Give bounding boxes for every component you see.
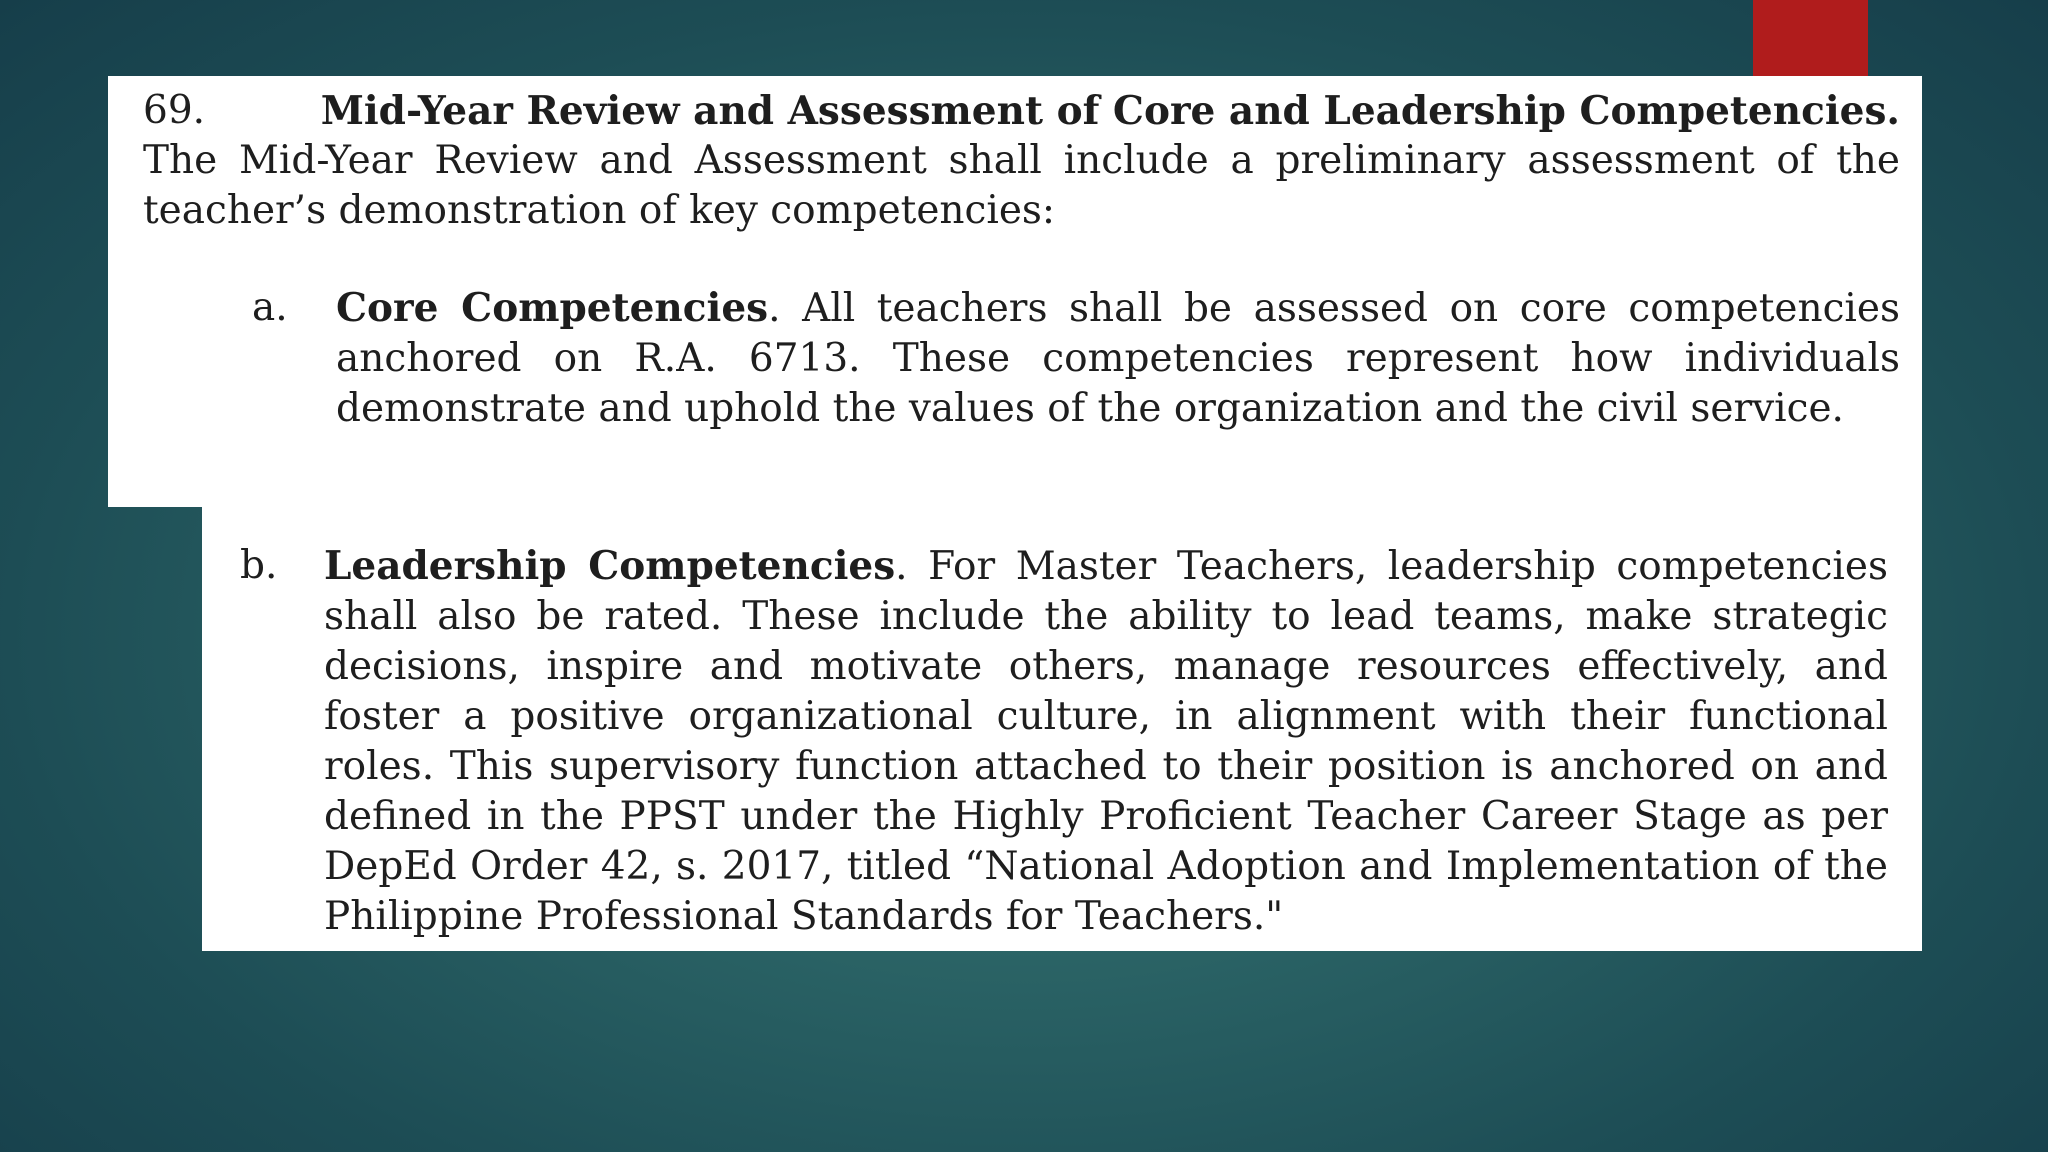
section-heading: Mid-Year Review and Assessment of Core and Leadership Competencies. — [320, 88, 1900, 134]
list-item-body: . For Master Teachers, leadership competencies shall also be rated. These include the ability to lead teams, make strategic decisions, inspire and motivate others, manage resources effectively, and foster a positive organizational culture, in alignment with their functional roles. This supervisory function attached to their position is anchored on and defined in the PPST under the Highly Proficient Teacher Career Stage as per DepEd Order 42, s. 2017, titled “National Adoption and Implementation of the Philippine Professional Standards for Teachers." — [324, 544, 1888, 939]
section-heading-line — [143, 86, 1900, 136]
list-item-body: . All teachers shall be assessed on core competencies anchored on R.A. 6713. These competencies represent how individuals demonstrate and uphold the values of the organization and the civil service. — [336, 286, 1901, 431]
list-marker-a: a. — [252, 285, 288, 330]
section-number: 69. — [143, 88, 206, 133]
section-69 — [143, 86, 1900, 236]
list-item-title: Core Competencies — [336, 285, 769, 331]
list-marker-b: b. — [240, 543, 278, 588]
red-accent-bar — [1753, 0, 1868, 78]
section-intro: The Mid-Year Review and Assessment shall include a preliminary assessment of the teacher’s demonstration of key competencies: — [143, 138, 1900, 233]
list-item-core-competencies — [336, 283, 1900, 434]
list-item-leadership-competencies — [324, 541, 1888, 942]
list-item-title: Leadership Competencies — [324, 543, 896, 589]
